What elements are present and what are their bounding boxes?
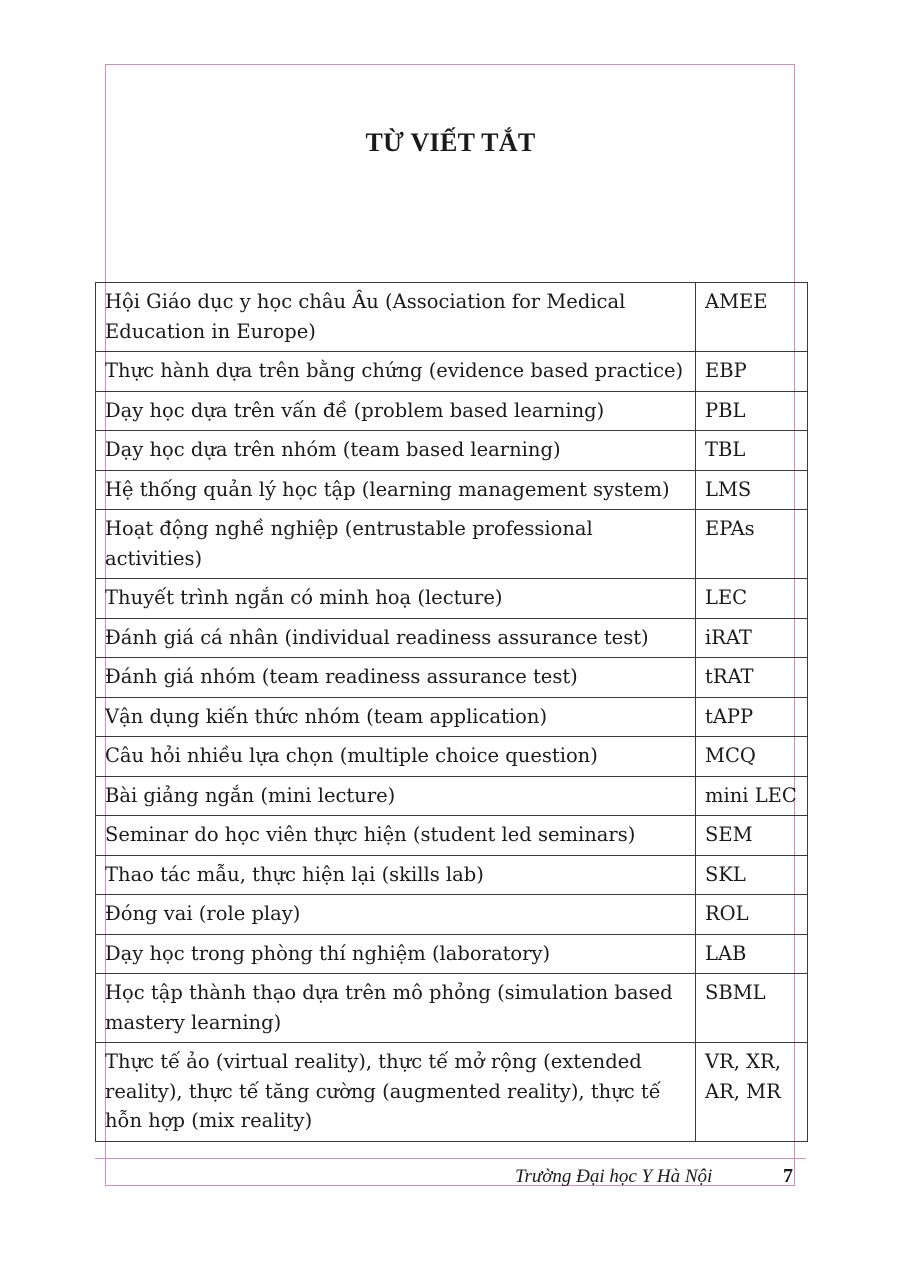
term-cell: Thực tế ảo (virtual reality), thực tế mở rộng (extended reality), thực tế tăng cường (augmented reality), thực tế hỗn hợp (mix reality) bbox=[96, 1043, 696, 1142]
abbreviation-cell: iRAT bbox=[696, 618, 808, 658]
table-row bbox=[96, 816, 808, 856]
term-cell: Đánh giá cá nhân (individual readiness assurance test) bbox=[96, 618, 696, 658]
term-cell: Thuyết trình ngắn có minh hoạ (lecture) bbox=[96, 579, 696, 619]
term-cell: Dạy học dựa trên vấn đề (problem based learning) bbox=[96, 391, 696, 431]
abbreviation-cell: SEM bbox=[696, 816, 808, 856]
table-row bbox=[96, 431, 808, 471]
table-row bbox=[96, 618, 808, 658]
term-cell: Thao tác mẫu, thực hiện lại (skills lab) bbox=[96, 855, 696, 895]
abbreviation-cell: VR, XR, AR, MR bbox=[696, 1043, 808, 1142]
footer-institution: Trường Đại học Y Hà Nội bbox=[515, 1166, 713, 1187]
abbreviation-cell: tRAT bbox=[696, 658, 808, 698]
abbreviation-cell: LAB bbox=[696, 934, 808, 974]
table-row bbox=[96, 776, 808, 816]
table-row bbox=[96, 510, 808, 579]
term-cell: Seminar do học viên thực hiện (student led seminars) bbox=[96, 816, 696, 856]
abbreviation-cell: MCQ bbox=[696, 737, 808, 777]
abbreviation-cell: ROL bbox=[696, 895, 808, 935]
term-cell: Đánh giá nhóm (team readiness assurance test) bbox=[96, 658, 696, 698]
page-title: TỪ VIẾT TẮT bbox=[365, 128, 536, 157]
table-row bbox=[96, 855, 808, 895]
abbreviation-cell: AMEE bbox=[696, 283, 808, 352]
table-row bbox=[96, 1043, 808, 1142]
abbreviation-cell: tAPP bbox=[696, 697, 808, 737]
abbreviation-cell: PBL bbox=[696, 391, 808, 431]
table-row bbox=[96, 974, 808, 1043]
table-row bbox=[96, 470, 808, 510]
table-row bbox=[96, 283, 808, 352]
term-cell: Hoạt động nghề nghiệp (entrustable professional activities) bbox=[96, 510, 696, 579]
term-cell: Vận dụng kiến thức nhóm (team application) bbox=[96, 697, 696, 737]
term-cell: Đóng vai (role play) bbox=[96, 895, 696, 935]
abbreviation-cell: LEC bbox=[696, 579, 808, 619]
table-row bbox=[96, 934, 808, 974]
term-cell: Dạy học trong phòng thí nghiệm (laboratory) bbox=[96, 934, 696, 974]
table-row bbox=[96, 737, 808, 777]
term-cell: Câu hỏi nhiều lựa chọn (multiple choice question) bbox=[96, 737, 696, 777]
abbreviation-cell: TBL bbox=[696, 431, 808, 471]
abbreviation-cell: LMS bbox=[696, 470, 808, 510]
abbreviations-table bbox=[95, 282, 808, 1142]
term-cell: Hệ thống quản lý học tập (learning management system) bbox=[96, 470, 696, 510]
abbreviation-cell: SKL bbox=[696, 855, 808, 895]
table-row bbox=[96, 579, 808, 619]
abbreviation-cell: EBP bbox=[696, 352, 808, 392]
footer-divider bbox=[95, 1158, 806, 1159]
abbreviation-cell: SBML bbox=[696, 974, 808, 1043]
term-cell: Học tập thành thạo dựa trên mô phỏng (simulation based mastery learning) bbox=[96, 974, 696, 1043]
abbreviation-cell: EPAs bbox=[696, 510, 808, 579]
page-number: 7 bbox=[783, 1165, 793, 1187]
table-row bbox=[96, 697, 808, 737]
table-row bbox=[96, 895, 808, 935]
table-row bbox=[96, 352, 808, 392]
term-cell: Dạy học dựa trên nhóm (team based learning) bbox=[96, 431, 696, 471]
term-cell: Hội Giáo dục y học châu Âu (Association for Medical Education in Europe) bbox=[96, 283, 696, 352]
term-cell: Bài giảng ngắn (mini lecture) bbox=[96, 776, 696, 816]
abbreviation-cell: mini LEC bbox=[696, 776, 808, 816]
term-cell: Thực hành dựa trên bằng chứng (evidence based practice) bbox=[96, 352, 696, 392]
table-row bbox=[96, 391, 808, 431]
table-row bbox=[96, 658, 808, 698]
